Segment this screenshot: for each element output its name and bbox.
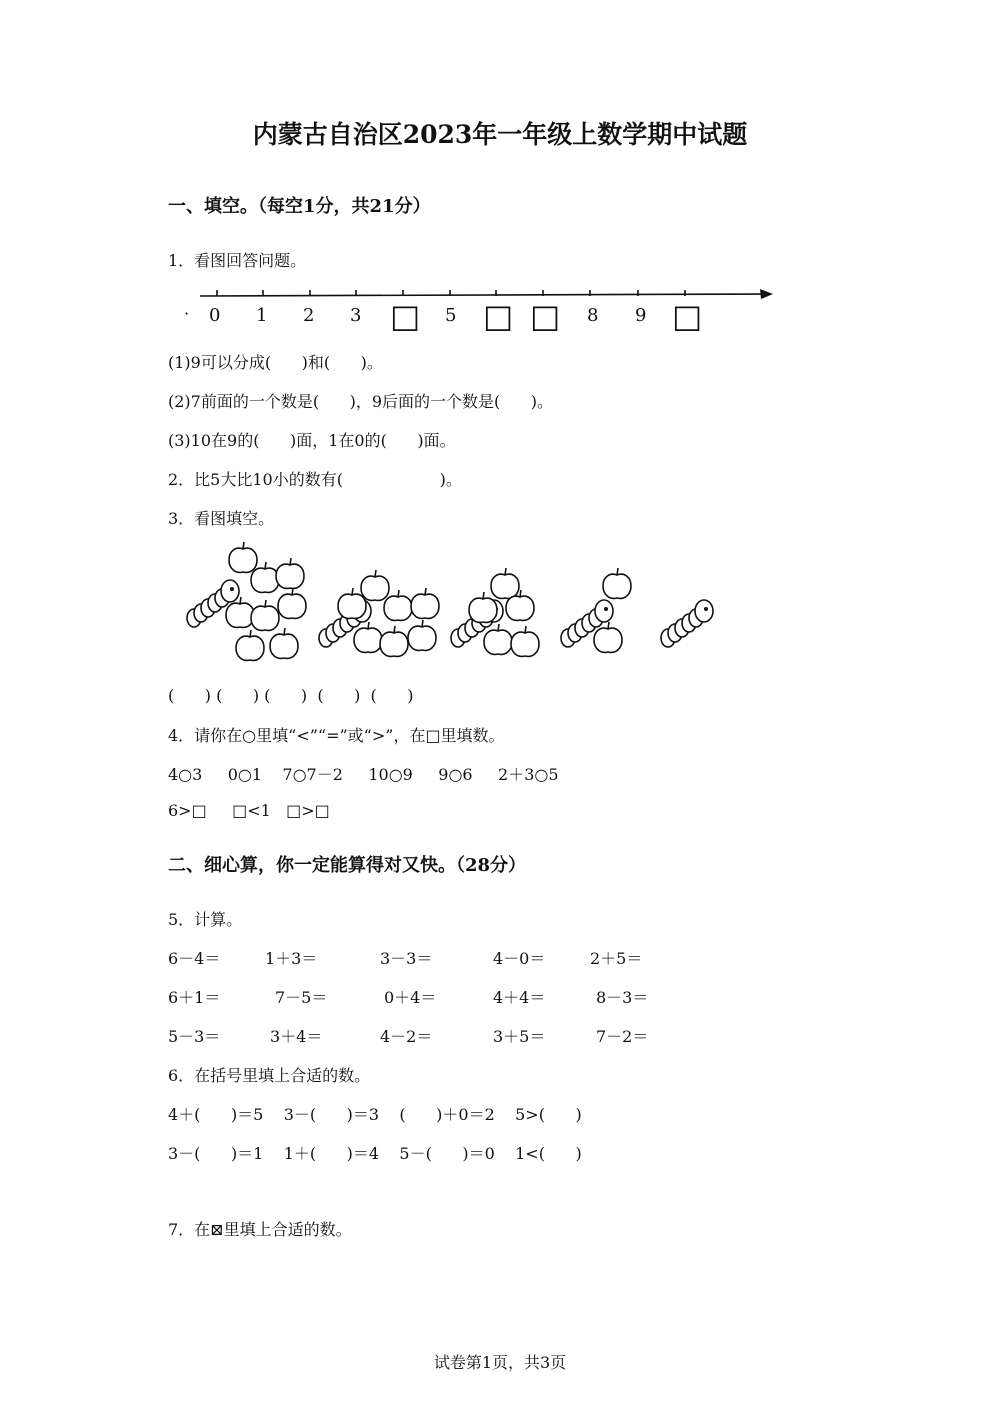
question-2: 2．比5大比10小的数有( )。 — [168, 470, 462, 489]
number-line-label: 8 — [587, 305, 599, 326]
question-6-row-1: 4＋( )＝5 3－( )＝3 ( )＋0＝2 5>( ) — [168, 1105, 582, 1124]
number-line-label: 2 — [303, 305, 315, 326]
calc-item: 3＋4＝ — [270, 1027, 323, 1046]
question-4-row-2: 6>□ □<1 □>□ — [168, 801, 330, 820]
page-title: 内蒙古自治区2023年一年级上数学期中试题 — [252, 120, 748, 149]
number-line-blank-box: □ — [530, 297, 561, 335]
question-5: 5．计算。 — [168, 910, 243, 929]
number-line-label: 9 — [635, 305, 647, 326]
number-line-dot: · — [184, 304, 190, 323]
calc-item: 8－3＝ — [596, 988, 649, 1007]
number-line-label: 0 — [209, 305, 221, 326]
question-6: 6．在括号里填上合适的数。 — [168, 1066, 371, 1085]
number-line-label: 3 — [350, 305, 362, 326]
calc-item: 2＋5＝ — [590, 949, 643, 968]
number-line-blank-box: □ — [390, 297, 421, 335]
calc-item: 7－5＝ — [275, 988, 328, 1007]
question-4: 4．请你在○里填“<”“=”或“>”，在□里填数。 — [168, 726, 505, 745]
page-footer: 试卷第1页，共3页 — [433, 1353, 567, 1372]
calc-item: 4＋4＝ — [493, 988, 546, 1007]
section-2-heading: 二、细心算，你一定能算得对又快。（28分） — [168, 855, 527, 876]
number-line-label: 5 — [445, 305, 457, 326]
caterpillar-apples-illustration — [180, 540, 720, 670]
question-7: 7．在⊠里填上合适的数。 — [168, 1220, 352, 1239]
section-1-heading: 一、填空。（每空1分，共21分） — [168, 196, 431, 217]
question-1-2: (2)7前面的一个数是( )，9后面的一个数是( )。 — [168, 392, 554, 411]
question-4-row-1: 4○3 0○1 7○7－2 10○9 9○6 2＋3○5 — [168, 765, 559, 784]
calc-item: 6－4＝ — [168, 949, 221, 968]
question-1: 1．看图回答问题。 — [168, 251, 307, 270]
question-3: 3．看图填空。 — [168, 509, 275, 528]
calc-item: 1＋3＝ — [265, 949, 318, 968]
number-line-label: 1 — [256, 305, 268, 326]
calc-item: 7－2＝ — [596, 1027, 649, 1046]
calc-item: 4－0＝ — [493, 949, 546, 968]
number-line-blank-box: □ — [672, 297, 703, 335]
calc-item: 5－3＝ — [168, 1027, 221, 1046]
calc-item: 0＋4＝ — [384, 988, 437, 1007]
calc-item: 6＋1＝ — [168, 988, 221, 1007]
question-1-3: (3)10在9的( )面，1在0的( )面。 — [168, 431, 456, 450]
question-3-answer-blanks: ( ) ( ) ( ) ( ) ( ) — [168, 686, 414, 705]
number-line-blank-box: □ — [483, 297, 514, 335]
calc-item: 3－3＝ — [380, 949, 433, 968]
calc-item: 3＋5＝ — [493, 1027, 546, 1046]
calc-item: 4－2＝ — [380, 1027, 433, 1046]
question-6-row-2: 3－( )＝1 1＋( )＝4 5－( )＝0 1<( ) — [168, 1144, 582, 1163]
question-1-1: (1)9可以分成( )和( )。 — [168, 353, 383, 372]
